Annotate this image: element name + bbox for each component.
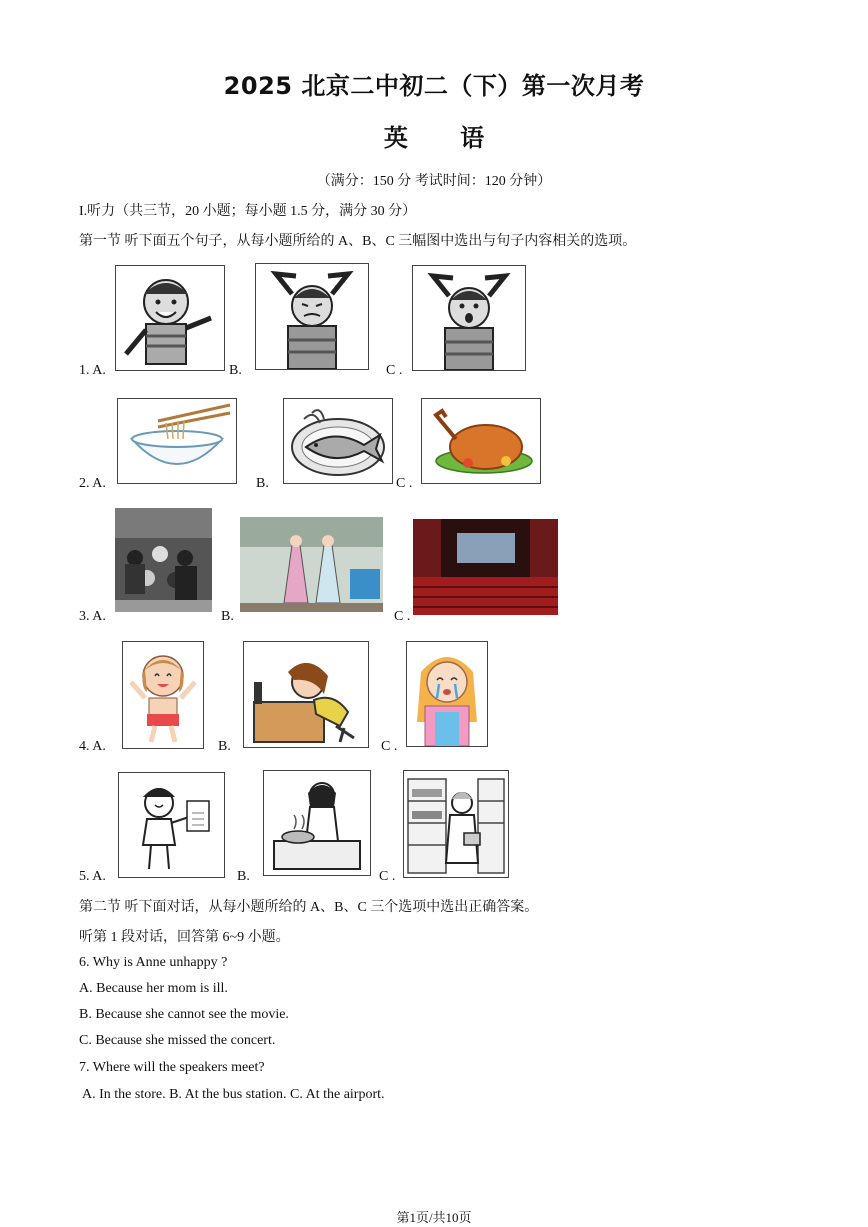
subject-char-1: 英 <box>383 124 408 152</box>
q4-label-a: 4. A. <box>79 739 106 754</box>
q2-label-c: C . <box>396 476 413 491</box>
woman-cooking-picture <box>263 770 371 876</box>
subject-title <box>0 118 868 153</box>
cinema-photo <box>413 519 558 615</box>
q3-label-a: 3. A. <box>79 609 106 624</box>
q6-stem: 6. Why is Anne unhappy ? <box>79 955 228 970</box>
q6-option-c: C. Because she missed the concert. <box>79 1033 276 1048</box>
subject-char-2: 语 <box>460 124 485 152</box>
exam-meta: （满分：150 分 考试时间：120 分钟） <box>316 174 552 189</box>
peking-opera-photo <box>240 517 383 612</box>
section-heading: I.听力（共三节，20 小题；每小题 1.5 分，满分 30 分） <box>79 204 417 219</box>
girl-crying-picture <box>406 641 488 747</box>
page-number: 第1页/共10页 <box>396 1210 472 1225</box>
boy-smiling-picture <box>115 265 225 371</box>
noodles-bowl-picture <box>117 398 237 484</box>
fish-plate-picture <box>283 398 393 484</box>
q6-option-a: A. Because her mom is ill. <box>79 981 228 996</box>
part2-instruction: 第二节 听下面对话，从每小题所给的 A、B、C 三个选项中选出正确答案。 <box>79 900 539 915</box>
q2-label-b: B. <box>256 476 269 491</box>
q5-label-a: 5. A. <box>79 869 106 884</box>
q3-label-b: B. <box>221 609 234 624</box>
q4-label-c: C . <box>381 739 398 754</box>
q3-label-c: C . <box>394 609 411 624</box>
dialogue1-instruction: 听第 1 段对话，回答第 6~9 小题。 <box>79 930 290 945</box>
q6-option-b: B. Because she cannot see the movie. <box>79 1007 289 1022</box>
boy-surprised-picture <box>412 265 526 371</box>
roast-chicken-picture <box>421 398 541 484</box>
orchestra-photo <box>115 508 212 612</box>
woman-tired-desk-picture <box>243 641 369 748</box>
q4-label-b: B. <box>218 739 231 754</box>
q7-stem: 7. Where will the speakers meet? <box>79 1060 265 1075</box>
girl-with-test-paper-picture <box>118 772 225 878</box>
q1-label-c: C . <box>386 363 403 378</box>
girl-happy-picture <box>122 641 204 749</box>
boy-headache-picture <box>255 263 369 370</box>
q2-label-a: 2. A. <box>79 476 106 491</box>
q7-options: A. In the store. B. At the bus station. C. At the airport. <box>82 1087 385 1102</box>
q5-label-b: B. <box>237 869 250 884</box>
page-title: 2025 北京二中初二（下）第一次月考 <box>223 72 645 100</box>
part1-instruction: 第一节 听下面五个句子，从每小题所给的 A、B、C 三幅图中选出与句子内容相关的选项。 <box>79 234 637 249</box>
q1-label-a: 1. A. <box>79 363 106 378</box>
q1-label-b: B. <box>229 363 242 378</box>
woman-shopping-picture <box>403 770 509 878</box>
q5-label-c: C . <box>379 869 396 884</box>
